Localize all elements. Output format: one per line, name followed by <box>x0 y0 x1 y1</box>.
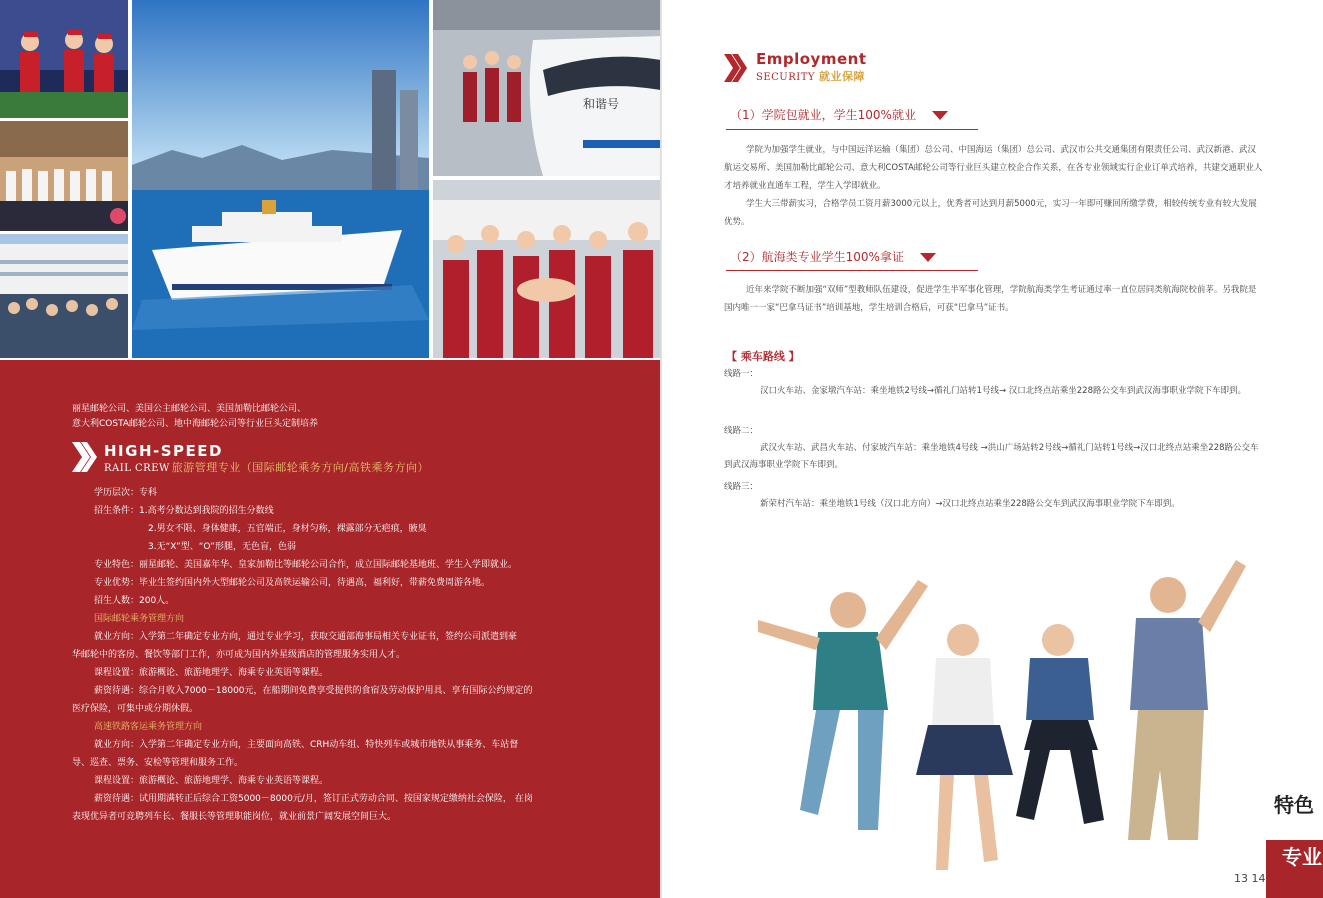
detail-line: 2.男女不限、身体健康，五官端正，身材匀称，裸露部分无疤痕，腋臭 <box>148 524 427 534</box>
page-numbers: 13 14 <box>1234 872 1266 885</box>
section-2-heading <box>730 248 936 265</box>
detail-line: 华邮轮中的客房、餐饮等部门工作，亦可成为国内外星级酒店的管理服务实用人才。 <box>72 650 406 660</box>
red-info-panel <box>0 360 661 898</box>
employment-subtitle-cn: 就业保障 <box>818 70 865 83</box>
routes-title: 【 乘车路线 】 <box>726 350 800 363</box>
chevron-right-icon <box>72 442 98 472</box>
partner-line: 意大利COSTA邮轮公司、地中海邮轮公司等行业巨头定制培养 <box>72 419 319 429</box>
partner-line: 丽星邮轮公司、美国公主邮轮公司、美国加勒比邮轮公司、 <box>72 404 307 414</box>
section-1-para-2: 学生大三带薪实习，合格学员工资月薪3000元以上，优秀者可达到月薪5000元，实习一年即可赚回所缴学费，相较传统专业有较大发展优势。 <box>724 199 1257 227</box>
photo-jumping-students <box>758 540 1258 890</box>
detail-line: 表现优异者可竞聘列车长、餐服长等管理职能岗位，就业前景广阔发展空间巨大。 <box>72 812 397 822</box>
detail-line: 专业优势：毕业生签约国内外大型邮轮公司及高铁运输公司，待遇高，福利好，带薪免费周游各地。 <box>94 578 491 588</box>
section-1-heading <box>730 106 948 123</box>
photo-cruise-group <box>0 234 128 358</box>
detail-line: 课程设置：旅游概论、旅游地理学、海乘专业英语等课程。 <box>94 668 329 678</box>
section-1-title: （1）学院包就业，学生100%就业 <box>730 108 916 122</box>
subsection-title: 国际邮轮乘务管理方向 <box>94 614 185 624</box>
left-page <box>0 0 661 898</box>
corner-calligraphy-top: 特色 <box>1274 793 1314 817</box>
detail-line: 薪资待遇：综合月收入7000－18000元，在船期间免费享受提供的食宿及劳动保护用具、享有国际公约规定的 <box>94 686 533 696</box>
route-label: 线路一： <box>724 369 759 379</box>
detail-line: 就业方向：入学第二年确定专业方向，通过专业学习，获取交通部海事局相关专业证书，签约公司派遣到豪 <box>94 632 518 642</box>
triangle-down-icon <box>932 111 948 120</box>
route-3 <box>724 479 1264 513</box>
route-description: 武汉火车站、武昌火车站、付家坡汽车站：乘坐地铁4号线 →洪山广场站转2号线→循礼门站转1号线→汉口北终点站乘坐228路公交车到武汉海事职业学院下车即到。 <box>724 443 1259 470</box>
employment-subtitle <box>756 68 865 84</box>
photo-rail-attendants <box>433 180 661 358</box>
detail-line: 医疗保险，可集中或分期休假。 <box>72 704 199 714</box>
section-2-rule <box>726 270 978 271</box>
detail-line: 就业方向：入学第二年确定专业方向，主要面向高铁、CRH动车组、特快列车或城市地铁从事乘务、车站督 <box>94 740 519 750</box>
triangle-down-icon <box>920 253 936 262</box>
route-2 <box>724 423 1264 474</box>
route-description: 新荣村汽车站：乘坐地铁1号线（汉口北方向）→汉口北终点站乘坐228路公交车到武汉海事职业学院下车即到。 <box>760 499 1180 509</box>
section-1-para-1: 学院为加强学生就业，与中国远洋运输（集团）总公司、中国海运（集团）总公司、武汉市公共交通集团有限责任公司、武汉新港、武汉航运交易所、美国加勒比邮轮公司、意大利COSTA邮轮公司等行业巨头建立校企合作关系，在各专业领域实行企业订单式培养，共建交通职业人才培养就业直通车工程，学生入学即就业。 <box>724 145 1263 191</box>
detail-line: 学历层次：专科 <box>94 488 158 498</box>
right-page <box>662 0 1323 898</box>
chevron-right-icon <box>724 54 748 82</box>
section-subtitle <box>104 459 429 475</box>
corner-calligraphy-bottom: 专业 <box>1282 845 1322 869</box>
train-sign-text: 和谐号 <box>583 97 620 111</box>
partner-companies <box>72 402 318 432</box>
detail-line: 课程设置：旅游概论、旅游地理学、海乘专业英语等课程。 <box>94 776 329 786</box>
section-title: HIGH-SPEED <box>104 442 223 460</box>
employment-title: Employment <box>756 50 867 68</box>
section-2-title: （2）航海类专业学生100%拿证 <box>730 250 904 264</box>
detail-line: 招生人数：200人。 <box>94 596 175 606</box>
route-description: 汉口火车站、金家墩汽车站：乘坐地铁2号线→循礼门站转1号线→ 汉口北终点站乘坐228路公交车到武汉海事职业学院下车即到。 <box>760 386 1246 396</box>
route-label: 线路三： <box>724 482 759 492</box>
photo-cruise-ship <box>132 0 429 358</box>
subsection-title: 高速铁路客运乘务管理方向 <box>94 722 203 732</box>
section-subtitle-cn: 旅游管理专业（国际邮轮乘务方向/高铁乘务方向） <box>171 461 429 474</box>
detail-line: 专业特色：丽星邮轮、美国嘉年华、皇家加勒比等邮轮公司合作，成立国际邮轮基地班、学生入学即就业。 <box>94 560 518 570</box>
photo-flight-attendants <box>0 0 128 118</box>
route-1 <box>724 366 1264 400</box>
section-2-para-1: 近年来学院不断加强“双师”型教师队伍建设，促进学生半军事化管理，学院航海类学生考证通过率一直位居同类航海院校前茅。另我院是国内唯一一家“巴拿马证书”培训基地，学生培训合格后，可获“巴拿马”证书。 <box>724 285 1257 313</box>
section-subtitle-en: RAIL CREW <box>104 463 170 474</box>
employment-subtitle-en: SECURITY <box>756 72 815 83</box>
section-1-rule <box>726 129 978 130</box>
detail-line: 薪资待遇：试用期满转正后综合工资5000－8000元/月，签订正式劳动合同、按国家规定缴纳社会保险， 在岗 <box>94 794 533 804</box>
photo-students-group <box>0 121 128 231</box>
detail-line: 招生条件：1.高考分数达到我院的招生分数线 <box>94 506 274 516</box>
detail-line: 导、巡查、票务、安检等管理和服务工作。 <box>72 758 244 768</box>
route-label: 线路二： <box>724 426 759 436</box>
program-details <box>72 484 612 826</box>
detail-line: 3.无“X”型、“O”形腿，无色盲，色弱 <box>148 542 296 552</box>
photo-high-speed-train <box>433 0 661 176</box>
